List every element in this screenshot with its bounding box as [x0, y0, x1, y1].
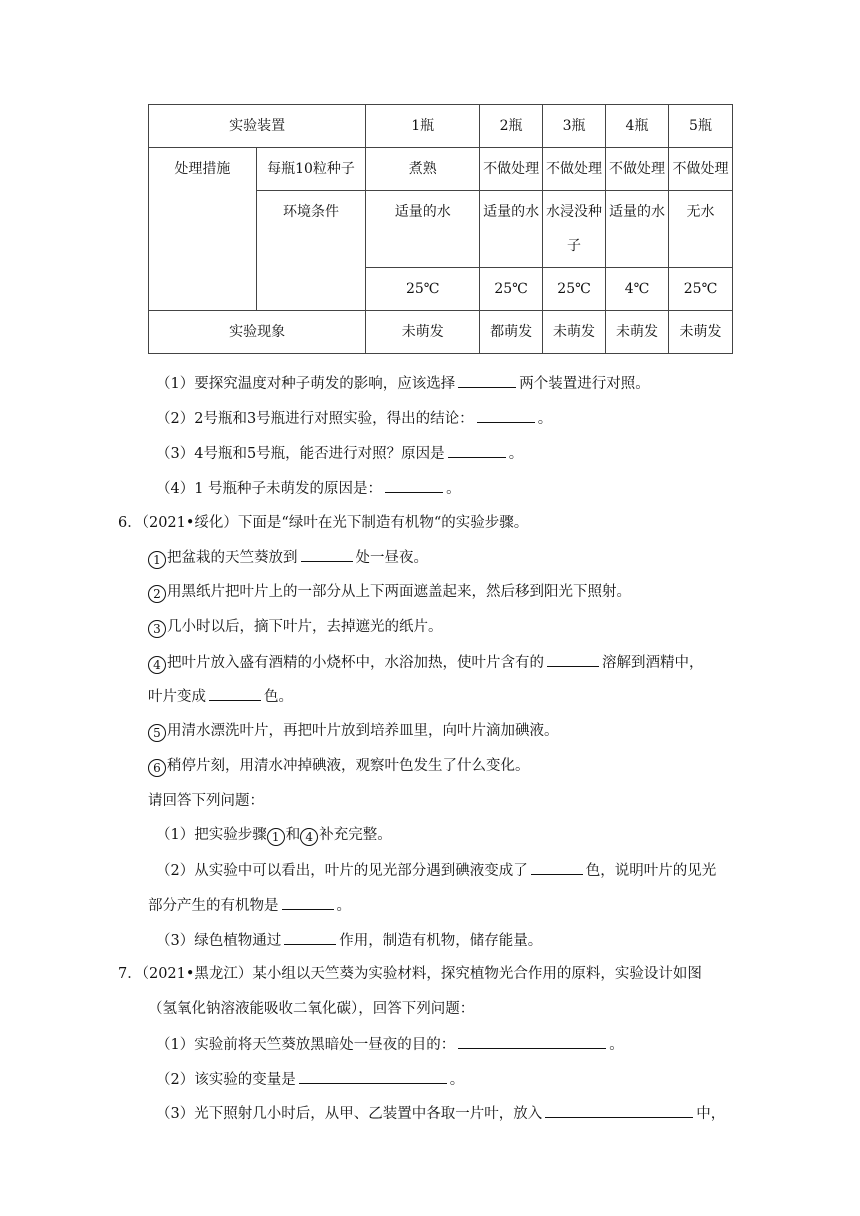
treatment-label: 处理措施 — [149, 148, 257, 311]
circled-number: 4 — [148, 656, 166, 674]
q6-step5: 5 用清水漂洗叶片，再把叶片放到培养皿里，向叶片滴加碘液。 — [148, 721, 559, 742]
table-cell: 25℃ — [669, 268, 733, 311]
q6-step2: 2 用黑纸片把叶片上的一部分从上下两面遮盖起来，然后移到阳光下照射。 — [148, 582, 631, 603]
circled-number: 4 — [300, 828, 318, 846]
q5-sub4: （4）1 号瓶种子未萌发的原因是： 。 — [156, 478, 461, 499]
table-cell: 煮熟 — [366, 148, 480, 191]
answer-blank[interactable] — [531, 860, 583, 875]
answer-blank[interactable] — [545, 1103, 693, 1118]
experiment-table — [148, 104, 733, 354]
q6-ask: 请回答下列问题： — [148, 793, 264, 809]
answer-blank[interactable] — [458, 1034, 606, 1049]
table-row — [149, 105, 733, 148]
answer-blank[interactable] — [458, 373, 516, 388]
answer-blank[interactable] — [301, 547, 353, 562]
table-cell: 适量的水 — [480, 191, 543, 268]
q6-step4: 4 把叶片放入盛有酒精的小烧杯中，水浴加热，使叶片含有的 溶解到酒精中， — [148, 652, 704, 674]
answer-blank[interactable] — [477, 408, 535, 423]
table-cell: 25℃ — [480, 268, 543, 311]
table-cell: 不做处理 — [669, 148, 733, 191]
answer-blank[interactable] — [209, 686, 261, 701]
q6-sub3: （3）绿色植物通过 作用，制造有机物，储存能量。 — [156, 930, 542, 951]
answer-blank[interactable] — [284, 930, 336, 945]
q7-title-cont: （氢氧化钠溶液能吸收二氧化碳），回答下列问题： — [148, 1001, 475, 1017]
table-cell: 未萌发 — [366, 311, 480, 354]
table-cell: 适量的水 — [366, 191, 480, 268]
table-header-bottle: 3瓶 — [543, 105, 606, 148]
table-cell: 25℃ — [366, 268, 480, 311]
answer-blank[interactable] — [282, 895, 334, 910]
q7-sub1: （1）实验前将天竺葵放黑暗处一昼夜的目的： 。 — [156, 1034, 624, 1055]
answer-blank[interactable] — [385, 478, 443, 493]
table-header-bottle: 2瓶 — [480, 105, 543, 148]
circled-number: 6 — [148, 759, 166, 777]
table-cell: 都萌发 — [480, 311, 543, 354]
table-header-bottle: 5瓶 — [669, 105, 733, 148]
circled-number: 1 — [267, 828, 285, 846]
table-cell: 25℃ — [543, 268, 606, 311]
q7-sub2: （2）该实验的变量是 。 — [156, 1069, 464, 1090]
table-cell: 适量的水 — [606, 191, 669, 268]
circled-number: 2 — [148, 585, 166, 603]
table-cell: 4℃ — [606, 268, 669, 311]
q5-sub3: （3）4号瓶和5号瓶，能否进行对照？原因是 。 — [156, 443, 523, 464]
q6-step4-cont: 叶片变成 色。 — [148, 686, 293, 707]
q6-step3: 3 几小时以后，摘下叶片，去掉遮光的纸片。 — [148, 617, 443, 638]
circled-number: 1 — [148, 551, 166, 569]
q6-sub1: （1）把实验步骤 1 和 4 补充完整。 — [156, 827, 392, 844]
phenomenon-label: 实验现象 — [149, 311, 366, 354]
q6-sub2: （2）从实验中可以看出，叶片的见光部分遇到碘液变成了 色，说明叶片的见光 — [156, 860, 716, 881]
table-cell: 水浸没种子 — [543, 191, 606, 268]
q7-title: 7．（2021•黑龙江）某小组以天竺葵为实验材料，探究植物光合作用的原料，实验设计如图 — [118, 966, 702, 982]
table-cell: 未萌发 — [669, 311, 733, 354]
answer-blank[interactable] — [299, 1069, 447, 1084]
q7-sub3: （3）光下照射几小时后，从甲、乙装置中各取一片叶，放入 中， — [156, 1103, 725, 1124]
q6-step1: 1 把盆栽的天竺葵放到 处一昼夜。 — [148, 547, 428, 569]
table-cell: 不做处理 — [606, 148, 669, 191]
seeds-label: 每瓶10粒种子 — [256, 148, 366, 191]
table-cell: 无水 — [669, 191, 733, 268]
table-row — [149, 148, 733, 191]
table-header-bottle: 4瓶 — [606, 105, 669, 148]
table-header-device: 实验装置 — [149, 105, 366, 148]
env-label: 环境条件 — [256, 191, 366, 311]
table-cell: 未萌发 — [606, 311, 669, 354]
q5-sub1: （1）要探究温度对种子萌发的影响，应该选择 两个装置进行对照。 — [156, 373, 650, 394]
table-cell: 不做处理 — [480, 148, 543, 191]
table-header-bottle: 1瓶 — [366, 105, 480, 148]
answer-blank[interactable] — [547, 652, 599, 667]
q6-title: 6．（2021•绥化）下面是“绿叶在光下制造有机物“的实验步骤。 — [118, 515, 529, 531]
circled-number: 3 — [148, 620, 166, 638]
circled-number: 5 — [148, 724, 166, 742]
q6-step6: 6 稍停片刻，用清水冲掉碘液，观察叶色发生了什么变化。 — [148, 756, 530, 777]
q6-sub2-cont: 部分产生的有机物是 。 — [148, 895, 351, 916]
table-cell: 不做处理 — [543, 148, 606, 191]
table-cell: 未萌发 — [543, 311, 606, 354]
q5-sub2: （2）2号瓶和3号瓶进行对照实验，得出的结论： 。 — [156, 408, 552, 429]
table-row — [149, 311, 733, 354]
answer-blank[interactable] — [448, 443, 506, 458]
